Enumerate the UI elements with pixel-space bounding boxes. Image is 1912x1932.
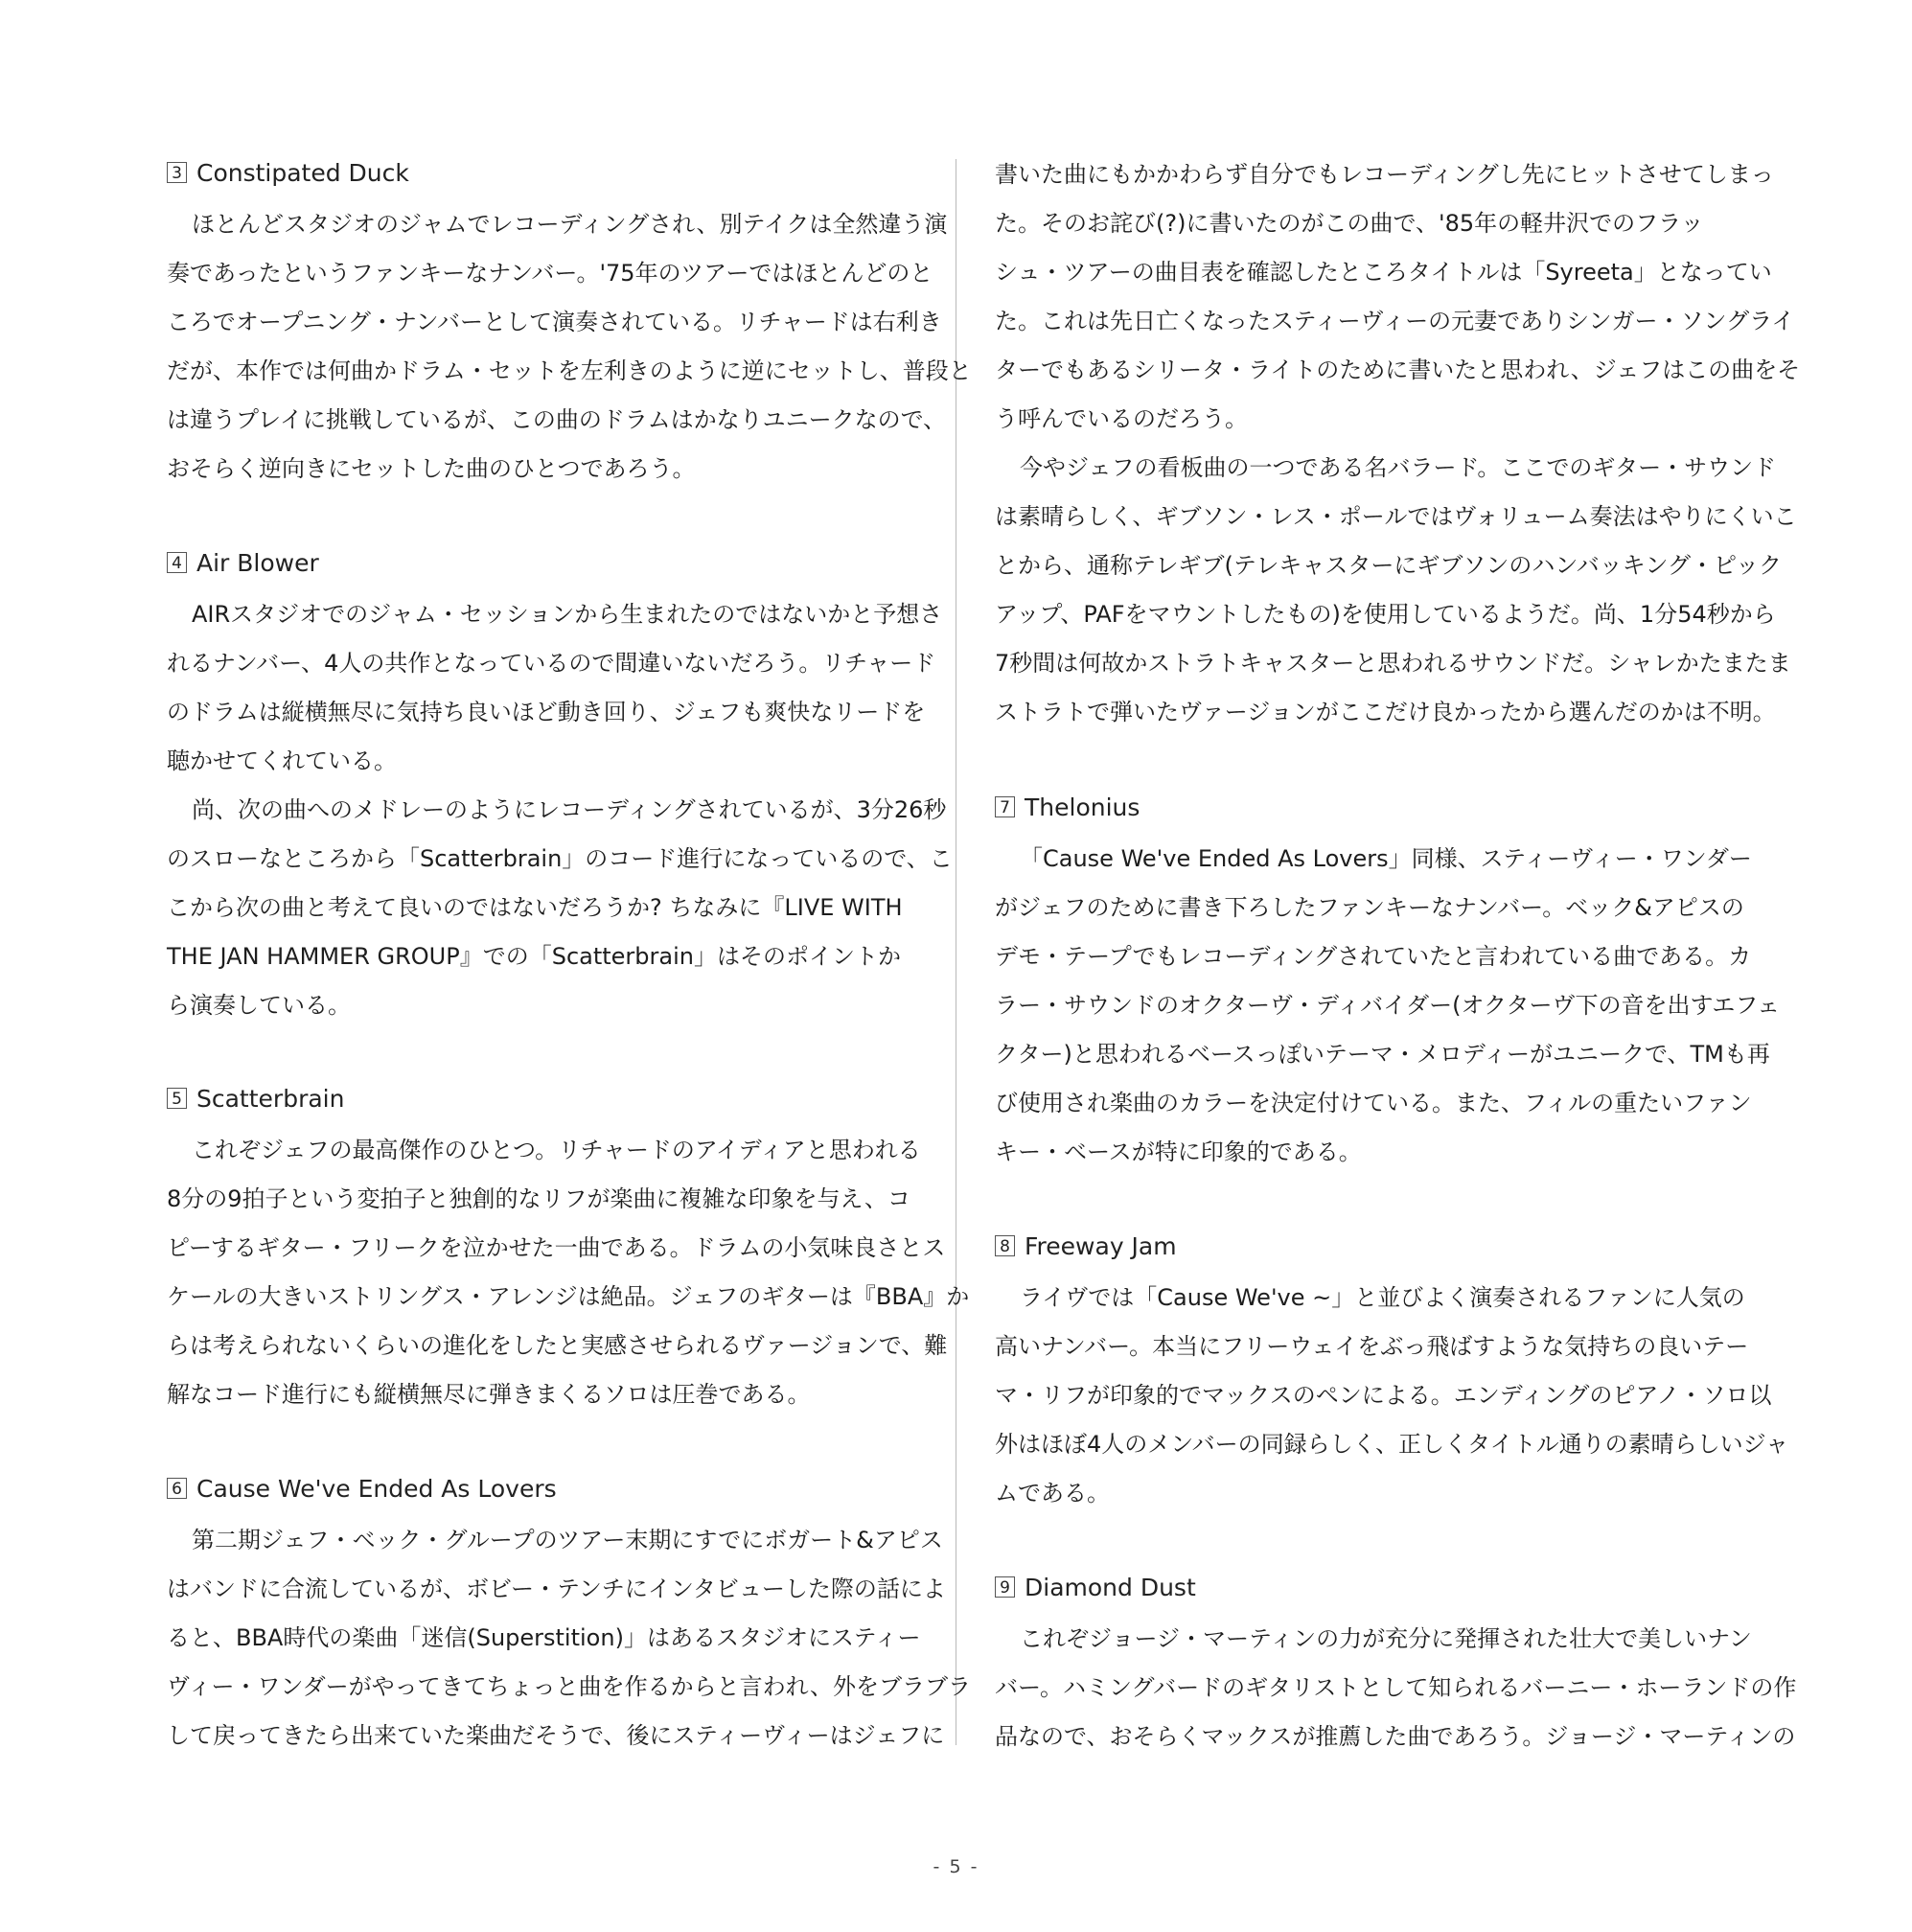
paragraph-line: ころでオープニング・ナンバーとして演奏されている。リチャードは右利き [167, 309, 942, 335]
paragraph-line: ヴィー・ワンダーがやってきてちょっと曲を作るからと言われ、外をブラブラ [167, 1673, 972, 1700]
track-number-box: 4 [167, 552, 187, 573]
track-title: Constipated Duck [196, 159, 409, 187]
track-title: Scatterbrain [196, 1085, 345, 1113]
paragraph-line: おそらく逆向きにセットした曲のひとつであろう。 [167, 455, 696, 482]
paragraph-line: のドラムは縦横無尽に気持ち良いほど動き回り、ジェフも爽快なリードを [167, 699, 926, 725]
paragraph-line: はバンドに合流しているが、ボビー・テンチにインタビューした際の話によ [167, 1576, 946, 1602]
paragraph-line: 8分の9拍子という変拍子と独創的なリフが楽曲に複雑な印象を与え、コ [167, 1185, 910, 1212]
paragraph-line: THE JAN HAMMER GROUP』での「Scatterbrain」はそのポイントか [167, 943, 901, 970]
track-number-box: 9 [995, 1576, 1015, 1598]
track-title: Diamond Dust [1025, 1574, 1196, 1601]
paragraph-line: ケールの大きいストリングス・アレンジは絶品。ジェフのギターは『BBA』か [167, 1283, 970, 1310]
paragraph-line: 品なので、おそらくマックスが推薦した曲であろう。ジョージ・マーティンの [995, 1723, 1796, 1750]
track-number-box: 6 [167, 1478, 187, 1499]
paragraph-line: ら演奏している。 [167, 992, 351, 1019]
paragraph-line: ムである。 [995, 1480, 1110, 1506]
paragraph-line: 今やジェフの看板曲の一つである名バラード。ここでのギター・サウンド [1020, 454, 1777, 481]
track-heading [167, 1473, 557, 1506]
paragraph-line: バー。ハミングバードのギタリストとして知られるバーニー・ホーランドの作 [995, 1674, 1797, 1701]
track-number-box: 7 [995, 796, 1015, 817]
paragraph-line: 聴かせてくれている。 [167, 748, 397, 774]
paragraph-line: ライヴでは「Cause We've ~」と並びよく演奏されるファンに人気の [1020, 1284, 1745, 1311]
track-title: Cause We've Ended As Lovers [196, 1475, 557, 1503]
paragraph-line: ほとんどスタジオのジャムでレコーディングされ、別テイクは全然違う演 [192, 211, 948, 238]
paragraph-line: がジェフのために書き下ろしたファンキーなナンバー。ベック&アピスの [995, 894, 1744, 921]
paragraph-line: び使用され楽曲のカラーを決定付けている。また、フィルの重たいファン [995, 1090, 1752, 1116]
track-heading [995, 792, 1140, 824]
paragraph-line: ストラトで弾いたヴァージョンがここだけ良かったから選んだのかは不明。 [995, 699, 1776, 725]
track-number-box: 8 [995, 1235, 1015, 1256]
paragraph-line: た。そのお詫び(?)に書いたのがこの曲で、'85年の軽井沢でのフラッ [995, 210, 1704, 237]
paragraph-line: ターでもあるシリータ・ライトのために書いたと思われ、ジェフはこの曲をそ [995, 356, 1801, 383]
paragraph-line: キー・ベースが特に印象的である。 [995, 1138, 1362, 1165]
paragraph-line: れるナンバー、4人の共作となっているので間違いないだろう。リチャード [167, 650, 936, 677]
paragraph-line: デモ・テープでもレコーディングされていたと言われている曲である。カ [995, 943, 1752, 970]
paragraph-line: 「Cause We've Ended As Lovers」同様、スティーヴィー・ワンダー [1020, 845, 1752, 872]
paragraph-line: 高いナンバー。本当にフリーウェイをぶっ飛ばすような気持ちの良いテー [995, 1333, 1749, 1360]
page-number: - 5 - [933, 1856, 979, 1877]
paragraph-line: ラー・サウンドのオクターヴ・ディバイダー(オクターヴ下の音を出すエフェ [995, 992, 1781, 1019]
paragraph-line: 解なコード進行にも縦横無尽に弾きまくるソロは圧巻である。 [167, 1381, 811, 1408]
track-heading [167, 547, 319, 580]
track-title: Thelonius [1025, 794, 1140, 821]
paragraph-line: こから次の曲と考えて良いのではないだろうか? ちなみに『LIVE WITH [167, 894, 903, 921]
track-number-box: 5 [167, 1088, 187, 1109]
track-number-box: 3 [167, 162, 187, 183]
paragraph-line: して戻ってきたら出来ていた楽曲だそうで、後にスティーヴィーはジェフに [167, 1722, 945, 1749]
paragraph-line: シュ・ツアーの曲目表を確認したところタイトルは「Syreeta」となってい [995, 259, 1772, 286]
paragraph-line: AIRスタジオでのジャム・セッションから生まれたのではないかと予想さ [192, 601, 943, 628]
track-heading [167, 157, 409, 190]
paragraph-line: 第二期ジェフ・ベック・グループのツアー末期にすでにボガート&アピス [192, 1527, 943, 1553]
paragraph-line: これぞジェフの最高傑作のひとつ。リチャードのアイディアと思われる [192, 1137, 921, 1163]
track-heading [167, 1083, 344, 1116]
track-heading [995, 1230, 1177, 1263]
paragraph-line: 7秒間は何故かストラトキャスターと思われるサウンドだ。シャレかたまたま [995, 650, 1791, 677]
paragraph-line: は素晴らしく、ギブソン・レス・ポールではヴォリューム奏法はやりにくいこ [995, 503, 1797, 530]
paragraph-line: 尚、次の曲へのメドレーのようにレコーディングされているが、3分26秒 [192, 796, 947, 823]
paragraph-line: う呼んでいるのだろう。 [995, 405, 1248, 432]
paragraph-line: は違うプレイに挑戦しているが、この曲のドラムはかなりユニークなので、 [167, 406, 947, 433]
paragraph-line: た。これは先日亡くなったスティーヴィーの元妻でありシンガー・ソングライ [995, 308, 1795, 334]
track-heading [995, 1572, 1196, 1604]
paragraph-line: 書いた曲にもかかわらず自分でもレコーディングし先にヒットさせてしまっ [995, 161, 1774, 188]
paragraph-line: ると、BBA時代の楽曲「迷信(Superstition)」はあるスタジオにスティー [167, 1624, 921, 1651]
paragraph-line: 外はほぼ4人のメンバーの同録らしく、正しくタイトル通りの素晴らしいジャ [995, 1431, 1789, 1458]
paragraph-line: とから、通称テレギブ(テレキャスターにギブソンのハンバッキング・ピック [995, 552, 1783, 579]
paragraph-line: ピーするギター・フリークを泣かせた一曲である。ドラムの小気味良さとス [167, 1234, 946, 1261]
paragraph-line: マ・リフが印象的でマックスのペンによる。エンディングのピアノ・ソロ以 [995, 1382, 1772, 1409]
paragraph-line: のスローなところから「Scatterbrain」のコード進行になっているので、こ [167, 845, 953, 872]
paragraph-line: らは考えられないくらいの進化をしたと実感させられるヴァージョンで、難 [167, 1332, 948, 1359]
paragraph-line: これぞジョージ・マーティンの力が充分に発揮された壮大で美しいナン [1020, 1625, 1752, 1652]
paragraph-line: 奏であったというファンキーなナンバー。'75年のツアーではほとんどのと [167, 260, 933, 287]
paragraph-line: クター)と思われるベースっぽいテーマ・メロディーがユニークで、TMも再 [995, 1041, 1770, 1068]
paragraph-line: だが、本作では何曲かドラム・セットを左利きのように逆にセットし、普段と [167, 357, 972, 384]
track-title: Air Blower [196, 549, 319, 577]
track-title: Freeway Jam [1025, 1232, 1177, 1260]
paragraph-line: アップ、PAFをマウントしたもの)を使用しているようだ。尚、1分54秒から [995, 601, 1776, 628]
